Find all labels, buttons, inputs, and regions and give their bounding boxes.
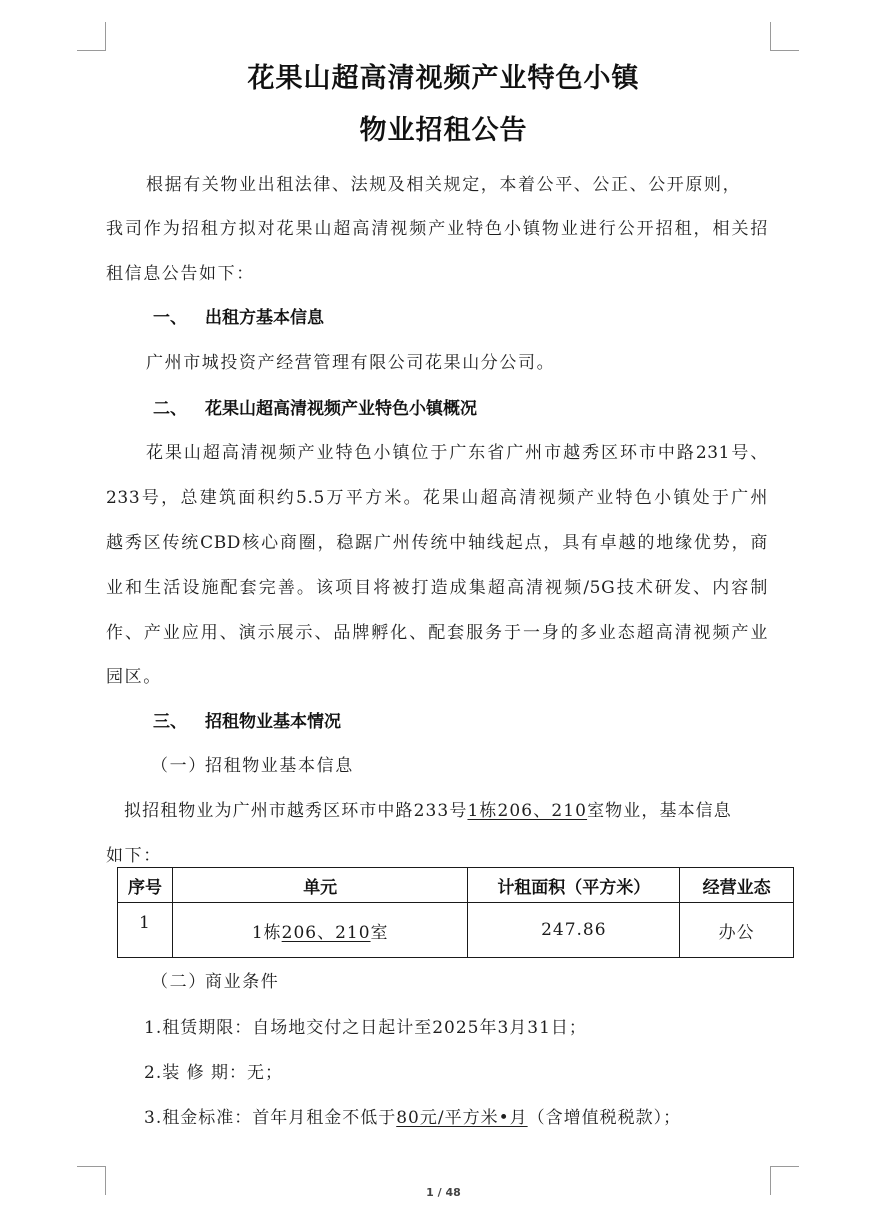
subsection-1-heading — [151, 751, 354, 776]
subsection-1-number: （一） — [151, 756, 207, 776]
section-3-number: 三、 — [153, 712, 187, 732]
section-2-title: 花果山超高清视频产业特色小镇概况 — [205, 399, 477, 419]
doc-title-line2: 物业招租公告 — [359, 115, 528, 146]
unit-pre: 1栋 — [251, 922, 282, 943]
section-1-title: 出租方基本信息 — [205, 308, 324, 328]
section-2-line-4: 业和生活设施配套完善。该项目将被打造成集超高清视频/5G技术研发、内容制 — [106, 578, 768, 598]
unit-underlined: 206、210 — [281, 922, 371, 943]
condition-2: 2.装 修 期：无； — [144, 1063, 284, 1083]
condition-3-pre: 3.租金标准：首年月租金不低于 — [144, 1108, 397, 1128]
property-units-underlined: 1栋206、210 — [467, 801, 588, 821]
section-2-line-6: 园区。 — [106, 667, 162, 687]
condition-3-post: （含增值税税款）； — [527, 1108, 682, 1128]
intro-line-2: 我司作为招租方拟对花果山超高清视频产业特色小镇物业进行公开招租，相关招 — [106, 219, 768, 239]
table-header-unit: 单元 — [172, 868, 468, 903]
section-1-heading — [153, 303, 324, 328]
section-2-heading — [153, 394, 477, 419]
subsection-1-title: 招租物业基本信息 — [205, 756, 354, 776]
section-2-number: 二、 — [153, 399, 187, 419]
subsection-2-title: 商业条件 — [205, 972, 280, 992]
section-1-body: 广州市城投资产经营管理有限公司花果山分公司。 — [146, 353, 556, 373]
property-pre: 拟招租物业为广州市越秀区环市中路233号 — [124, 801, 468, 821]
section-2-line-5: 作、产业应用、演示展示、品牌孵化、配套服务于一身的多业态超高清视频产业 — [106, 623, 768, 643]
subsection-2-number: （二） — [151, 972, 207, 992]
property-post: 室物业，基本信息 — [587, 801, 732, 821]
section-1-number: 一、 — [153, 308, 187, 328]
intro-line-3: 租信息公告如下： — [106, 264, 255, 284]
table-cell-use: 办公 — [680, 903, 794, 958]
condition-3 — [144, 1103, 681, 1128]
crop-mark-top-right — [770, 22, 799, 51]
table-cell-no: 1 — [118, 903, 173, 958]
table-header-area: 计租面积（平方米） — [468, 868, 680, 903]
table-header-use: 经营业态 — [680, 868, 794, 903]
table-header-no: 序号 — [118, 868, 173, 903]
section-2-line-2: 233号，总建筑面积约5.5万平方米。花果山超高清视频产业特色小镇处于广州 — [106, 488, 768, 508]
property-line-1 — [124, 796, 732, 821]
section-3-title: 招租物业基本情况 — [205, 712, 341, 732]
doc-title-line1: 花果山超高清视频产业特色小镇 — [247, 63, 640, 94]
table-cell-unit — [172, 903, 468, 958]
subsection-2-heading — [151, 967, 279, 992]
intro-line-1: 根据有关物业出租法律、法规及相关规定，本着公平、公正、公开原则， — [146, 175, 742, 195]
section-3-heading — [153, 707, 341, 732]
condition-1: 1.租赁期限：自场地交付之日起计至2025年3月31日； — [144, 1018, 587, 1038]
table-row — [118, 903, 794, 958]
table-header-row — [118, 868, 794, 903]
property-line-2: 如下： — [106, 846, 162, 866]
section-2-line-1: 花果山超高清视频产业特色小镇位于广东省广州市越秀区环市中路231号、 — [146, 443, 768, 463]
page-indicator: 1 / 48 — [426, 1186, 461, 1199]
crop-mark-top-left — [77, 22, 106, 51]
property-table — [117, 867, 794, 958]
unit-post: 室 — [370, 922, 389, 943]
condition-3-rent-underlined: 80元/平方米•月 — [396, 1108, 528, 1128]
section-2-line-3: 越秀区传统CBD核心商圈，稳踞广州传统中轴线起点，具有卓越的地缘优势，商 — [106, 533, 768, 553]
table-cell-area: 247.86 — [468, 903, 680, 958]
